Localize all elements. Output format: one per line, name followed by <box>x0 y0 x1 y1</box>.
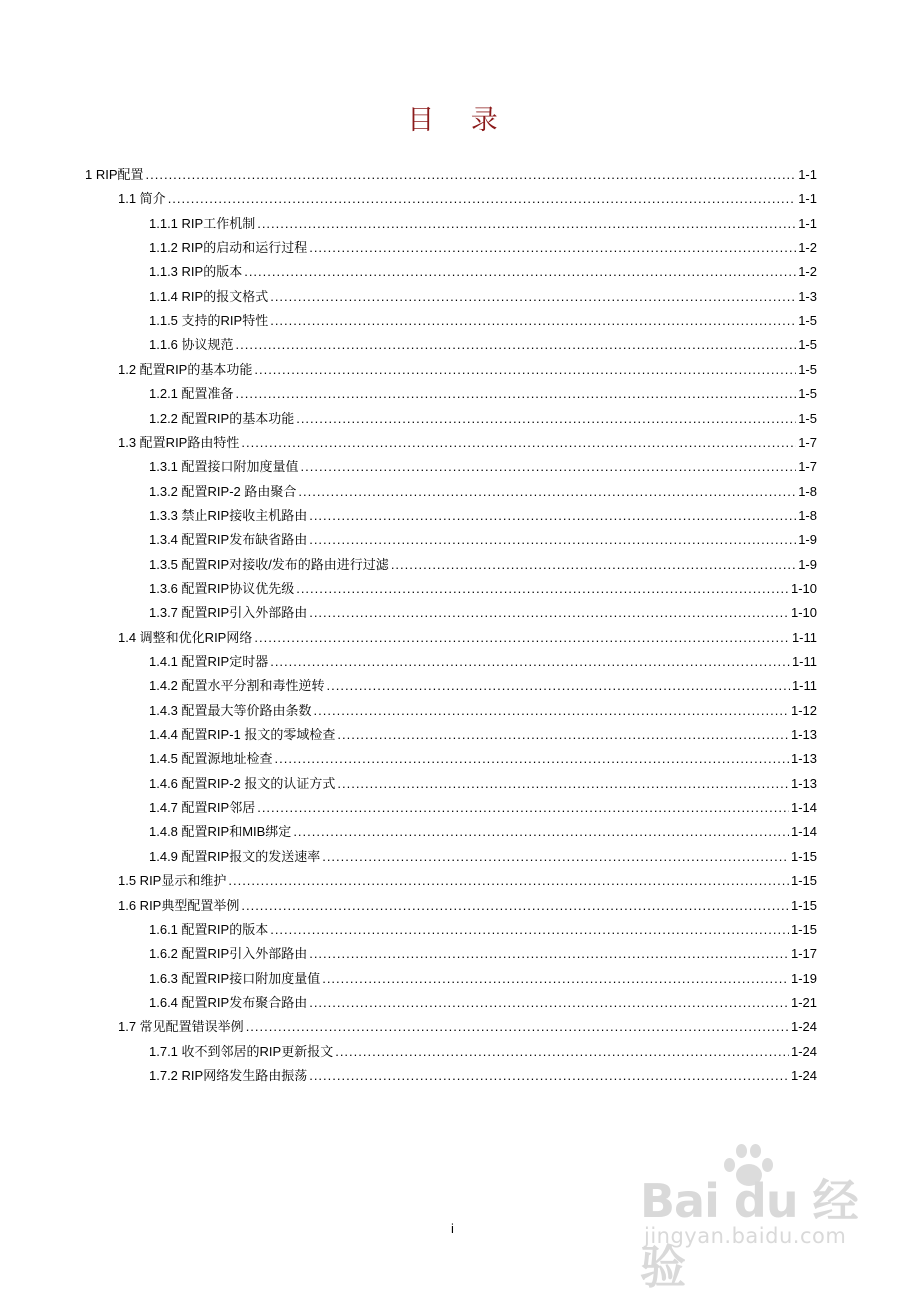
toc-title: 目 录 <box>407 105 512 136</box>
toc-entry-label: 1.3.5 配置RIP对接收/发布的路由进行过滤 <box>149 556 389 572</box>
toc-entry-page: 1-24 <box>790 1067 817 1083</box>
toc-entry-label: 1.6.2 配置RIP引入外部路由 <box>149 946 308 962</box>
toc-entry-page: 1-5 <box>798 337 817 353</box>
toc-entry-page: 1-5 <box>798 313 817 329</box>
toc-entry-label: 1.1.6 协议规范 <box>149 337 234 353</box>
toc-entry[interactable] <box>118 360 817 380</box>
toc-leader-dots <box>309 238 796 258</box>
toc-entry-label: 1.4.5 配置源地址检查 <box>149 751 273 767</box>
toc-entry-label: 1.3.2 配置RIP-2 路由聚合 <box>149 483 297 499</box>
toc-leader-dots <box>309 944 789 964</box>
toc-entry-label: 1.4.4 配置RIP-1 报文的零域检查 <box>149 727 336 743</box>
toc-leader-dots <box>296 409 796 429</box>
toc-leader-dots <box>309 1066 789 1086</box>
toc-leader-dots <box>228 871 789 891</box>
toc-entry[interactable] <box>149 774 817 794</box>
toc-entry[interactable] <box>118 896 817 916</box>
toc-leader-dots <box>246 1017 789 1037</box>
toc-entry-label: 1.6.4 配置RIP发布聚合路由 <box>149 994 308 1010</box>
toc-entry-page: 1-14 <box>790 824 817 840</box>
toc-entry-page: 1-7 <box>798 434 817 450</box>
toc-entry-label: 1.5 RIP显示和维护 <box>118 873 227 889</box>
toc-entry-page: 1-3 <box>798 288 817 304</box>
toc-leader-dots <box>322 847 789 867</box>
toc-entry[interactable] <box>149 384 817 404</box>
toc-entry-page: 1-15 <box>790 848 817 864</box>
toc-entry-page: 1-24 <box>790 1019 817 1035</box>
toc-entry[interactable] <box>149 822 817 842</box>
toc-entry-page: 1-13 <box>790 775 817 791</box>
toc-entry-label: 1.7.1 收不到邻居的RIP更新报文 <box>149 1043 334 1059</box>
toc-entry-label: 1.3 配置RIP路由特性 <box>118 434 240 450</box>
toc-entry[interactable] <box>149 335 817 355</box>
toc-entry[interactable] <box>118 871 817 891</box>
toc-entry-label: 1.4.9 配置RIP报文的发送速率 <box>149 848 321 864</box>
toc-entry[interactable] <box>149 993 817 1013</box>
toc-entry[interactable] <box>149 262 817 282</box>
toc-entry[interactable] <box>85 165 817 185</box>
toc-entry-page: 1-9 <box>798 532 817 548</box>
toc-entry-page: 1-11 <box>791 678 817 694</box>
toc-leader-dots <box>301 457 797 477</box>
toc-entry-page: 1-1 <box>798 167 817 182</box>
toc-entry-page: 1-12 <box>790 702 817 718</box>
toc-leader-dots <box>309 530 796 550</box>
toc-leader-dots <box>309 506 796 526</box>
toc-entry-label: 1.7.2 RIP网络发生路由振荡 <box>149 1067 308 1083</box>
toc-entry-label: 1.2.1 配置准备 <box>149 386 234 402</box>
toc-entry[interactable] <box>149 311 817 331</box>
toc-entry[interactable] <box>149 603 817 623</box>
toc-entry-page: 1-7 <box>798 459 817 475</box>
toc-entry-page: 1-13 <box>790 727 817 743</box>
toc-leader-dots <box>335 1042 789 1062</box>
toc-entry-label: 1.4.2 配置水平分割和毒性逆转 <box>149 678 325 694</box>
toc-entry-page: 1-1 <box>798 215 817 231</box>
toc-leader-dots <box>257 798 789 818</box>
toc-leader-dots <box>298 482 796 502</box>
toc-leader-dots <box>337 774 789 794</box>
toc-entry-label: 1.6 RIP典型配置举例 <box>118 897 240 913</box>
toc-leader-dots <box>168 189 797 209</box>
toc-entry-page: 1-17 <box>790 946 817 962</box>
toc-entry-page: 1-2 <box>798 240 817 256</box>
toc-entry[interactable] <box>149 676 817 696</box>
toc-entry-label: 1.7 常见配置错误举例 <box>118 1019 244 1035</box>
toc-entry[interactable] <box>118 1017 817 1037</box>
toc-leader-dots <box>270 652 790 672</box>
toc-entry[interactable] <box>149 701 817 721</box>
toc-leader-dots <box>146 165 797 185</box>
toc-leader-dots <box>314 701 789 721</box>
toc-entry[interactable] <box>149 287 817 307</box>
toc-entry-label: 1.1.3 RIP的版本 <box>149 264 243 280</box>
toc-entry-page: 1-5 <box>798 410 817 426</box>
toc-entry[interactable] <box>149 847 817 867</box>
toc-entry-label: 1.3.3 禁止RIP接收主机路由 <box>149 507 308 523</box>
toc-entry-label: 1.1.5 支持的RIP特性 <box>149 313 269 329</box>
toc-entry[interactable] <box>118 433 817 453</box>
toc-entry-label: 1.4.6 配置RIP-2 报文的认证方式 <box>149 775 336 791</box>
page-number: i <box>451 1221 454 1236</box>
toc-entry[interactable] <box>149 1042 817 1062</box>
toc-entry-label: 1.4.1 配置RIP定时器 <box>149 654 269 669</box>
toc-entry-page: 1-10 <box>790 580 817 596</box>
toc-entry[interactable] <box>149 798 817 818</box>
toc-entry-page: 1-11 <box>791 654 817 669</box>
toc-leader-dots <box>236 384 797 404</box>
toc-entry-page: 1-21 <box>790 994 817 1010</box>
toc-entry-label: 1.4.3 配置最大等价路由条数 <box>149 702 312 718</box>
toc-entry-page: 1-9 <box>798 556 817 572</box>
toc-entry[interactable] <box>149 555 817 575</box>
toc-leader-dots <box>254 360 796 380</box>
watermark-logo: Bai du 经验 <box>640 1174 858 1294</box>
toc-entry[interactable] <box>149 482 817 502</box>
toc-entry[interactable] <box>149 409 817 429</box>
toc-leader-dots <box>270 287 796 307</box>
toc-entry-label: 1.2 配置RIP的基本功能 <box>118 361 253 377</box>
toc-entry-label: 1.3.4 配置RIP发布缺省路由 <box>149 532 308 548</box>
toc-leader-dots <box>254 628 790 648</box>
watermark-url: jingyan.baidu.com <box>644 1224 847 1248</box>
toc-entry-page: 1-11 <box>791 629 817 645</box>
toc-leader-dots <box>270 920 789 940</box>
toc-entry[interactable] <box>118 628 817 648</box>
toc-entry[interactable] <box>149 506 817 526</box>
toc-entry-page: 1-14 <box>790 800 817 816</box>
toc-leader-dots <box>275 749 789 769</box>
toc-entry-label: 1.3.6 配置RIP协议优先级 <box>149 580 295 596</box>
toc-entry[interactable] <box>149 969 817 989</box>
toc-entry-label: 1.4.7 配置RIP邻居 <box>149 800 256 816</box>
toc-entry[interactable] <box>149 944 817 964</box>
toc-entry-label: 1.1.4 RIP的报文格式 <box>149 288 269 304</box>
toc-leader-dots <box>270 311 796 331</box>
toc-entry-page: 1-10 <box>790 605 817 621</box>
toc-entry[interactable] <box>149 530 817 550</box>
toc-entry-label: 1.1.1 RIP工作机制 <box>149 215 256 231</box>
toc-entry[interactable] <box>149 725 817 745</box>
toc-leader-dots <box>309 993 789 1013</box>
toc-leader-dots <box>241 896 789 916</box>
toc-entry-page: 1-19 <box>790 970 817 986</box>
toc-entry[interactable] <box>149 652 817 672</box>
toc-entry[interactable] <box>149 214 817 234</box>
toc-leader-dots <box>257 214 796 234</box>
toc-leader-dots <box>241 433 796 453</box>
toc-entry-page: 1-2 <box>798 264 817 280</box>
baidu-jingyan-watermark <box>640 1140 870 1294</box>
toc-entry-label: 1.3.1 配置接口附加度量值 <box>149 459 299 475</box>
toc-entry[interactable] <box>149 579 817 599</box>
toc-entry[interactable] <box>149 457 817 477</box>
toc-entry-label: 1.4 调整和优化RIP网络 <box>118 629 253 645</box>
toc-entry[interactable] <box>149 749 817 769</box>
toc-entry-page: 1-15 <box>790 921 817 937</box>
toc-entry-page: 1-8 <box>798 507 817 523</box>
toc-entry-page: 1-5 <box>798 386 817 402</box>
toc-entry-label: 1.6.1 配置RIP的版本 <box>149 921 269 937</box>
toc-leader-dots <box>337 725 789 745</box>
toc-entry-page: 1-24 <box>790 1043 817 1059</box>
toc-leader-dots <box>327 676 790 696</box>
toc-entry[interactable] <box>149 1066 817 1086</box>
toc-entry-page: 1-15 <box>790 873 817 889</box>
toc-entry-page: 1-1 <box>798 191 817 207</box>
toc-entry-label: 1 RIP配置 <box>85 167 144 182</box>
toc-entry-label: 1.4.8 配置RIP和MIB绑定 <box>149 824 292 840</box>
toc-entry-page: 1-5 <box>798 361 817 377</box>
toc-entry[interactable] <box>149 920 817 940</box>
toc-entry-page: 1-8 <box>798 483 817 499</box>
toc-entry-label: 1.6.3 配置RIP接口附加度量值 <box>149 970 321 986</box>
toc-entry[interactable] <box>149 238 817 258</box>
toc-leader-dots <box>244 262 796 282</box>
toc-leader-dots <box>309 603 789 623</box>
toc-leader-dots <box>236 335 797 355</box>
toc-entry-page: 1-15 <box>790 897 817 913</box>
toc-leader-dots <box>322 969 789 989</box>
toc-entry-label: 1.1.2 RIP的启动和运行过程 <box>149 240 308 256</box>
toc-leader-dots <box>293 822 789 842</box>
toc-entry-label: 1.1 简介 <box>118 191 166 207</box>
toc-entry-page: 1-13 <box>790 751 817 767</box>
toc-entry-label: 1.2.2 配置RIP的基本功能 <box>149 410 295 426</box>
toc-leader-dots <box>296 579 789 599</box>
toc-leader-dots <box>391 555 796 575</box>
toc-entry-label: 1.3.7 配置RIP引入外部路由 <box>149 605 308 621</box>
toc-entry[interactable] <box>118 189 817 209</box>
